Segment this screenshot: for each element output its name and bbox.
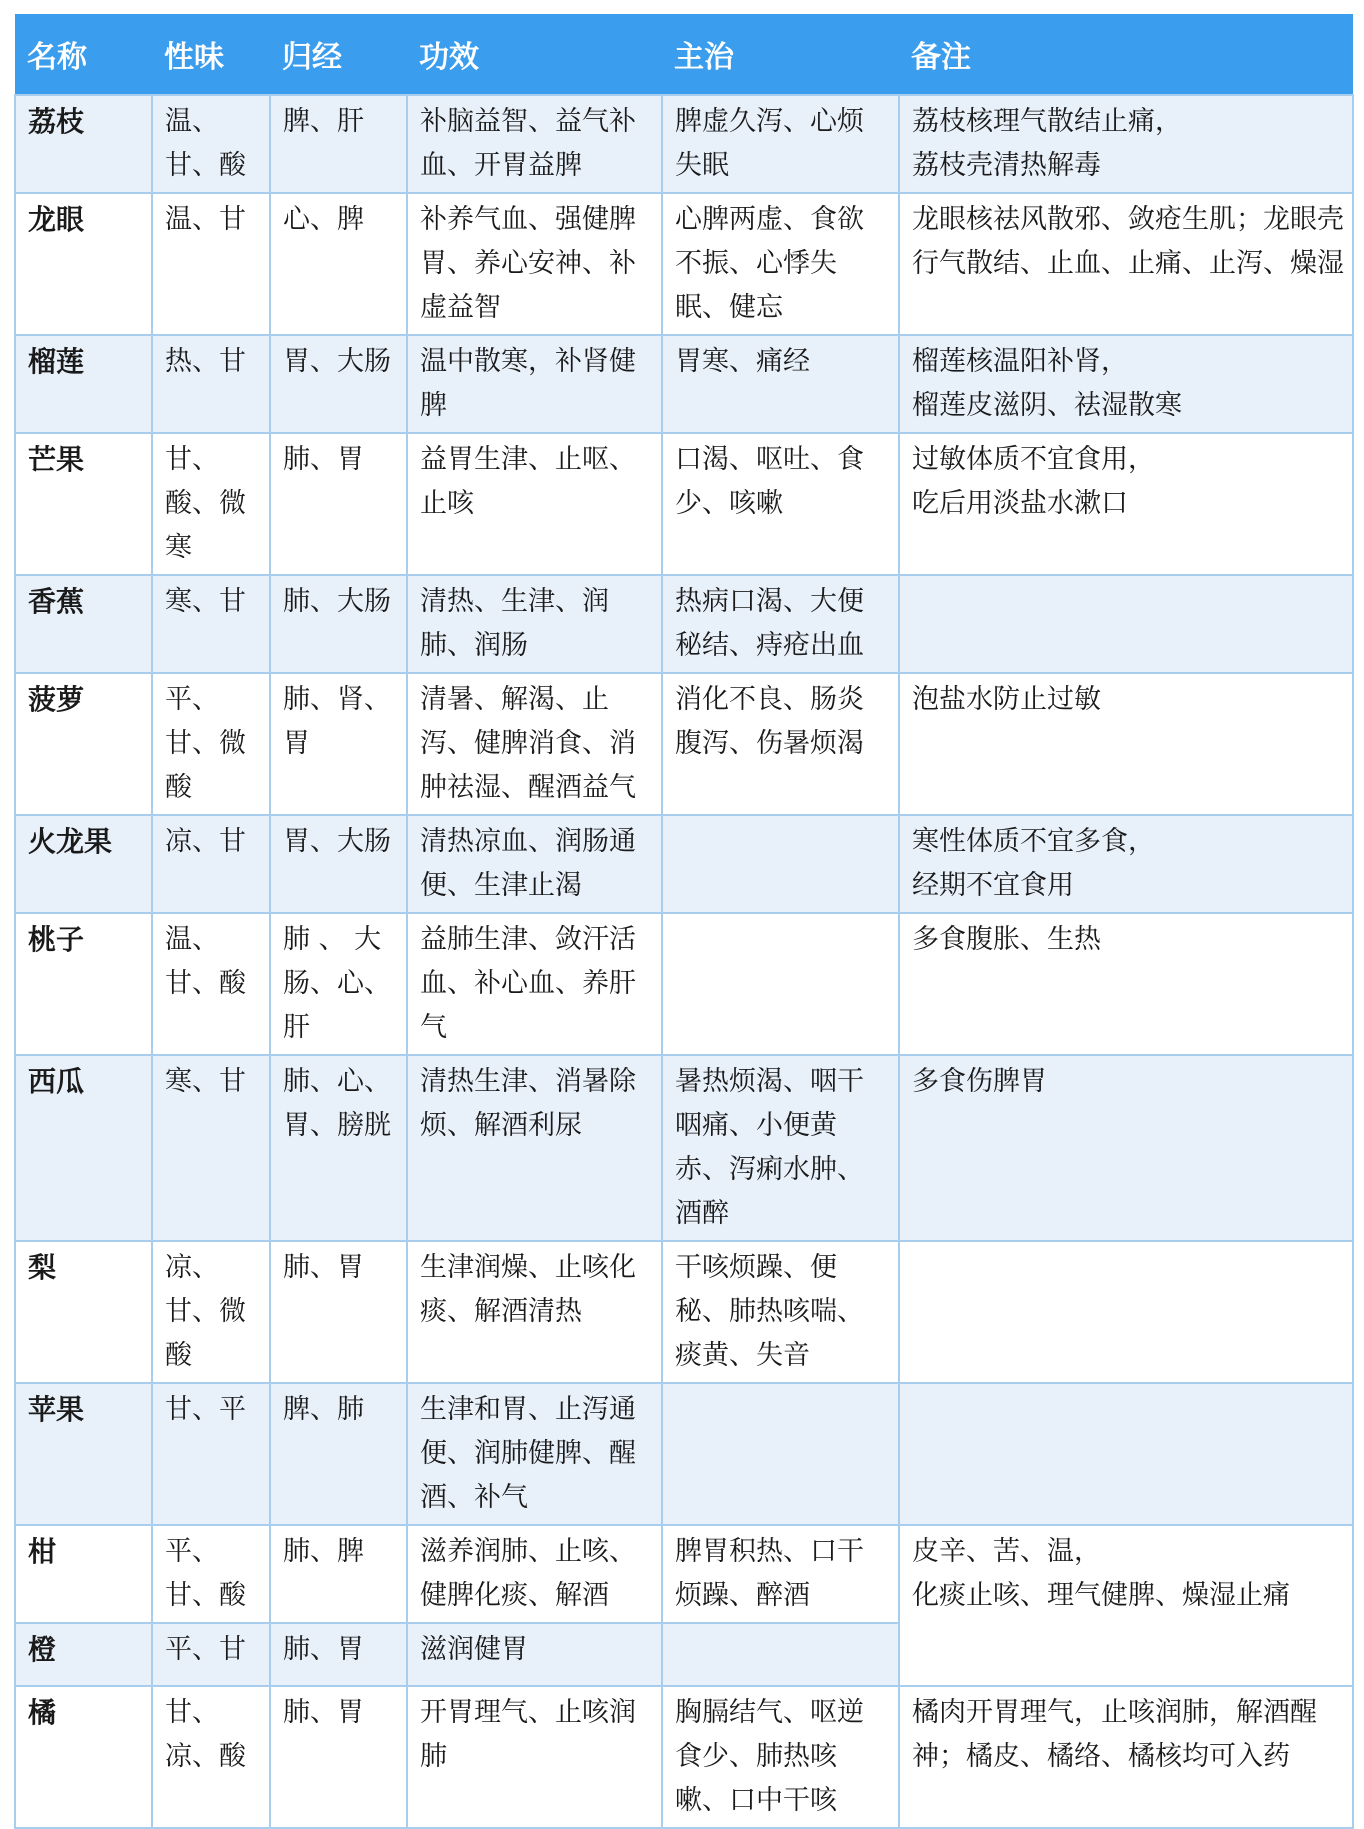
header-meridian: 归经 [270, 14, 407, 95]
cell-treat [662, 815, 899, 913]
cell-taste: 甘、平 [152, 1383, 270, 1525]
note-line: 荔枝核理气散结止痛， [912, 106, 1182, 137]
cell-effect: 清热、生津、润肺、润肠 [407, 575, 662, 673]
cell-taste: 甘、凉、酸 [152, 1686, 270, 1828]
cell-effect: 补养气血、强健脾胃、养心安神、补虚益智 [407, 193, 662, 335]
cell-name: 梨 [15, 1241, 152, 1383]
cell-effect: 清热生津、消暑除烦、解酒利尿 [407, 1055, 662, 1241]
header-treat: 主治 [662, 14, 899, 95]
cell-name: 香蕉 [15, 575, 152, 673]
cell-name: 橘 [15, 1686, 152, 1828]
table-row [15, 673, 1353, 815]
cell-note [899, 673, 1353, 815]
cell-treat: 脾胃积热、口干烦躁、醉酒 [662, 1525, 899, 1623]
cell-meridian: 肺、胃 [270, 1241, 407, 1383]
header-name: 名称 [15, 14, 152, 95]
cell-treat: 消化不良、肠炎腹泻、伤暑烦渴 [662, 673, 899, 815]
cell-meridian: 肺 、 大肠、心、肝 [270, 913, 407, 1055]
cell-name: 榴莲 [15, 335, 152, 433]
cell-meridian: 心、脾 [270, 193, 407, 335]
cell-effect: 生津和胃、止泻通便、润肺健脾、醒酒、补气 [407, 1383, 662, 1525]
cell-note [899, 433, 1353, 575]
cell-effect: 滋养润肺、止咳、健脾化痰、解酒 [407, 1525, 662, 1623]
cell-effect: 清暑、解渴、止泻、健脾消食、消肿祛湿、醒酒益气 [407, 673, 662, 815]
cell-meridian: 肺、胃 [270, 1686, 407, 1828]
cell-name: 火龙果 [15, 815, 152, 913]
cell-treat: 热病口渴、大便秘结、痔疮出血 [662, 575, 899, 673]
fruit-table [14, 14, 1354, 1829]
cell-note [899, 1686, 1353, 1828]
cell-treat [662, 913, 899, 1055]
note-line: 橘肉开胃理气，止咳润肺，解酒醒神；橘皮、橘络、橘核均可入药 [912, 1697, 1317, 1772]
cell-taste: 温、甘、酸 [152, 95, 270, 193]
cell-treat: 心脾两虚、食欲不振、心悸失眠、健忘 [662, 193, 899, 335]
note-line: 吃后用淡盐水漱口 [912, 488, 1128, 519]
cell-treat [662, 1623, 899, 1686]
cell-note [899, 815, 1353, 913]
cell-treat [662, 1383, 899, 1525]
cell-effect: 开胃理气、止咳润肺 [407, 1686, 662, 1828]
table-row [15, 1055, 1353, 1241]
cell-taste: 寒、甘 [152, 1055, 270, 1241]
cell-treat: 暑热烦渴、咽干咽痛、小便黄赤、泻痢水肿、酒醉 [662, 1055, 899, 1241]
cell-taste: 寒、甘 [152, 575, 270, 673]
cell-name: 龙眼 [15, 193, 152, 335]
note-line: 过敏体质不宜食用， [912, 444, 1155, 475]
cell-taste: 凉、甘、微酸 [152, 1241, 270, 1383]
cell-name: 荔枝 [15, 95, 152, 193]
table-row [15, 1241, 1353, 1383]
cell-note [899, 575, 1353, 673]
cell-name: 西瓜 [15, 1055, 152, 1241]
cell-note [899, 193, 1353, 335]
cell-name: 芒果 [15, 433, 152, 575]
cell-meridian: 肺、胃 [270, 433, 407, 575]
table-row [15, 1383, 1353, 1525]
table-row [15, 193, 1353, 335]
note-line: 榴莲核温阳补肾， [912, 346, 1128, 377]
cell-note [899, 95, 1353, 193]
table-body [15, 95, 1353, 1828]
cell-taste: 平、甘、酸 [152, 1525, 270, 1623]
cell-treat: 干咳烦躁、便秘、肺热咳喘、痰黄、失音 [662, 1241, 899, 1383]
note-line: 泡盐水防止过敏 [912, 684, 1101, 715]
table-row [15, 815, 1353, 913]
cell-taste: 平、甘 [152, 1623, 270, 1686]
cell-name: 橙 [15, 1623, 152, 1686]
cell-taste: 甘、酸、微寒 [152, 433, 270, 575]
header-note: 备注 [899, 14, 1353, 95]
table-header [15, 14, 1353, 95]
note-line: 化痰止咳、理气健脾、燥湿止痛 [912, 1580, 1290, 1611]
note-line: 龙眼核祛风散邪、敛疮生肌；龙眼壳行气散结、止血、止痛、止泻、燥湿 [912, 204, 1344, 279]
header-taste: 性味 [152, 14, 270, 95]
table-row [15, 1525, 1353, 1623]
table-row [15, 1686, 1353, 1828]
note-line: 经期不宜食用 [912, 870, 1074, 901]
cell-meridian: 肺、肾、胃 [270, 673, 407, 815]
cell-note [899, 1055, 1353, 1241]
note-line: 寒性体质不宜多食， [912, 826, 1155, 857]
cell-taste: 凉、甘 [152, 815, 270, 913]
cell-meridian: 肺、胃 [270, 1623, 407, 1686]
table-row [15, 95, 1353, 193]
cell-effect: 生津润燥、止咳化痰、解酒清热 [407, 1241, 662, 1383]
cell-taste: 温、甘 [152, 193, 270, 335]
note-line: 皮辛、苦、温， [912, 1536, 1101, 1567]
table-row [15, 913, 1353, 1055]
cell-note [899, 913, 1353, 1055]
table-row [15, 433, 1353, 575]
header-effect: 功效 [407, 14, 662, 95]
cell-taste: 温、甘、酸 [152, 913, 270, 1055]
cell-effect: 补脑益智、益气补血、开胃益脾 [407, 95, 662, 193]
cell-meridian: 肺、脾 [270, 1525, 407, 1623]
note-line: 榴莲皮滋阴、祛湿散寒 [912, 390, 1182, 421]
cell-meridian: 肺、大肠 [270, 575, 407, 673]
cell-effect: 益肺生津、敛汗活血、补心血、养肝气 [407, 913, 662, 1055]
cell-effect: 益胃生津、止呕、止咳 [407, 433, 662, 575]
cell-meridian: 脾、肝 [270, 95, 407, 193]
cell-treat: 口渴、呕吐、食少、咳嗽 [662, 433, 899, 575]
cell-note [899, 1241, 1353, 1383]
cell-taste: 热、甘 [152, 335, 270, 433]
note-line: 多食腹胀、生热 [912, 924, 1101, 955]
cell-meridian: 肺、心、胃、膀胱 [270, 1055, 407, 1241]
cell-effect: 清热凉血、润肠通便、生津止渴 [407, 815, 662, 913]
cell-taste: 平、甘、微酸 [152, 673, 270, 815]
cell-treat: 胃寒、痛经 [662, 335, 899, 433]
note-line: 多食伤脾胃 [912, 1066, 1047, 1097]
cell-meridian: 胃、大肠 [270, 335, 407, 433]
cell-meridian: 胃、大肠 [270, 815, 407, 913]
cell-name: 苹果 [15, 1383, 152, 1525]
table-row [15, 575, 1353, 673]
cell-name: 桃子 [15, 913, 152, 1055]
cell-name: 菠萝 [15, 673, 152, 815]
table-row [15, 335, 1353, 433]
cell-note [899, 1525, 1353, 1686]
cell-note [899, 335, 1353, 433]
cell-effect: 温中散寒，补肾健脾 [407, 335, 662, 433]
note-line: 荔枝壳清热解毒 [912, 150, 1101, 181]
cell-treat: 脾虚久泻、心烦失眠 [662, 95, 899, 193]
cell-name: 柑 [15, 1525, 152, 1623]
cell-treat: 胸膈结气、呕逆食少、肺热咳嗽、口中干咳 [662, 1686, 899, 1828]
cell-meridian: 脾、肺 [270, 1383, 407, 1525]
cell-effect: 滋润健胃 [407, 1623, 662, 1686]
cell-note [899, 1383, 1353, 1525]
